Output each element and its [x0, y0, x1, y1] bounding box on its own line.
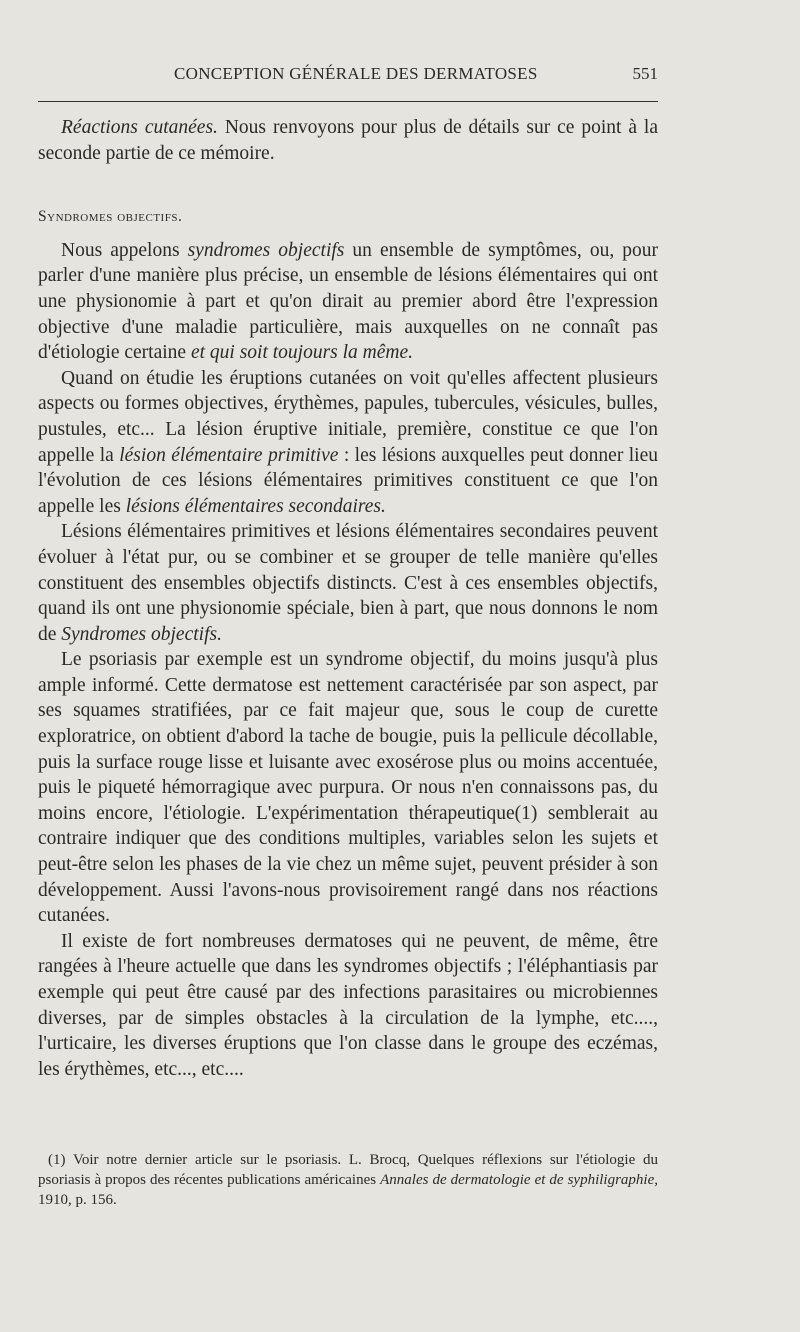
paragraph-reactions — [38, 115, 658, 166]
running-head: CONCEPTION GÉNÉRALE DES DERMATOSES — [174, 64, 538, 83]
italic-text-run: syndromes objectifs — [187, 239, 345, 261]
italic-text-run: Annales de dermatologie et de syphiligraphie, — [380, 1172, 658, 1188]
text-run: Nous appelons — [61, 239, 188, 261]
italic-text-run: lésions élémentaires secondaires. — [125, 495, 386, 517]
text-run: Nous renvoyons pour plus de détails sur ce point à la seconde partie de ce mémoire. — [38, 117, 658, 164]
italic-text-run: lésion élémentaire primitive — [119, 444, 339, 466]
text-run: un ensemble de symptômes, ou, pour parler d'une manière plus précise, un ensemble de lésions élémentaires qui ont une physionomie à part et qu'on dirait au premier abord être l'expression objective d'une maladie particulière, mais auxquelles on ne connaît pas d'étiologie certaine — [38, 239, 658, 364]
text-run: (1) Voir notre dernier article sur le psoriasis. L. Brocq, Quelques réflexions sur l'étiologie du psoriasis à propos des récentes publications américaines — [38, 1152, 658, 1188]
section-heading: Syndromes objectifs. — [38, 208, 183, 226]
paragraph-other-dermatoses — [38, 929, 658, 1083]
text-run: Le psoriasis par exemple est un syndrome objectif, du moins jusqu'à plus ample informé. Cette dermatose est nettement caractérisée par son aspect, par ses squames stratifiées, par ce fait majeur que, sous le coup de curette exploratrice, on obtient d'abord la tache de bougie, puis la pellicule décollable, puis la surface rouge lisse et luisante avec exosérose plus ou moins accentuée, puis le piqueté hémorragique avec purpura. Or nous n'en connaissons pas, du moins encore, l'étiologie. L'expérimentation thérapeutique(1) semblerait au contraire indiquer que des conditions multiples, variables selon les sujets et peut-être selon les phases de la vie chez un même sujet, peuvent présider à son développement. Aussi l'avons-nous provisoirement rangé dans nos réactions cutanées. — [38, 649, 658, 927]
body-text — [38, 115, 658, 1082]
text-run: : les lésions auxquelles peut donner lieu l'évolution de ces lésions élémentaires primitives constituent ce que l'on appelle les — [38, 444, 658, 517]
italic-text-run: Syndromes objectifs. — [61, 623, 222, 645]
page-number: 551 — [632, 64, 658, 83]
text-run: Quand on étudie les éruptions cutanées on voit qu'elles affectent plusieurs aspects ou formes objectives, érythèmes, papules, tubercules, vésicules, bulles, pustules, etc... La lésion éruptive initiale, première, constitue ce que l'on appelle la — [38, 367, 658, 466]
header-rule — [38, 101, 658, 102]
text-run: 1910, p. 156. — [38, 1192, 117, 1208]
text-run: Lésions élémentaires primitives et lésions élémentaires secondaires peuvent évoluer à l'état pur, ou se combiner et se grouper de telle manière qu'elles constituent des ensembles objectifs distincts. C'est à ces ensembles objectifs, quand ils ont une physionomie spéciale, bien à part, que nous donnons le nom de — [38, 521, 658, 645]
footnote-1 — [38, 1150, 658, 1210]
paragraph-eruptions — [38, 366, 658, 520]
italic-text-run: Réactions cutanées. — [61, 117, 218, 138]
paragraph-lesions — [38, 519, 658, 647]
text-run: Il existe de fort nombreuses dermatoses qui ne peuvent, de même, être rangées à l'heure actuelle que dans les syndromes objectifs ; l'éléphantiasis par exemple qui peut être causé par des infections parasitaires ou microbiennes diverses, par de simples obstacles à la circulation de la lymphe, etc...., l'urticaire, les diverses éruptions que l'on classe dans le groupe des eczémas, les érythèmes, etc..., etc.... — [38, 930, 658, 1080]
footnotes — [38, 1150, 658, 1210]
italic-text-run: et qui soit toujours la même. — [190, 342, 414, 364]
paragraph-psoriasis — [38, 647, 658, 929]
paragraph-definition — [38, 238, 658, 366]
page-header — [38, 62, 658, 90]
